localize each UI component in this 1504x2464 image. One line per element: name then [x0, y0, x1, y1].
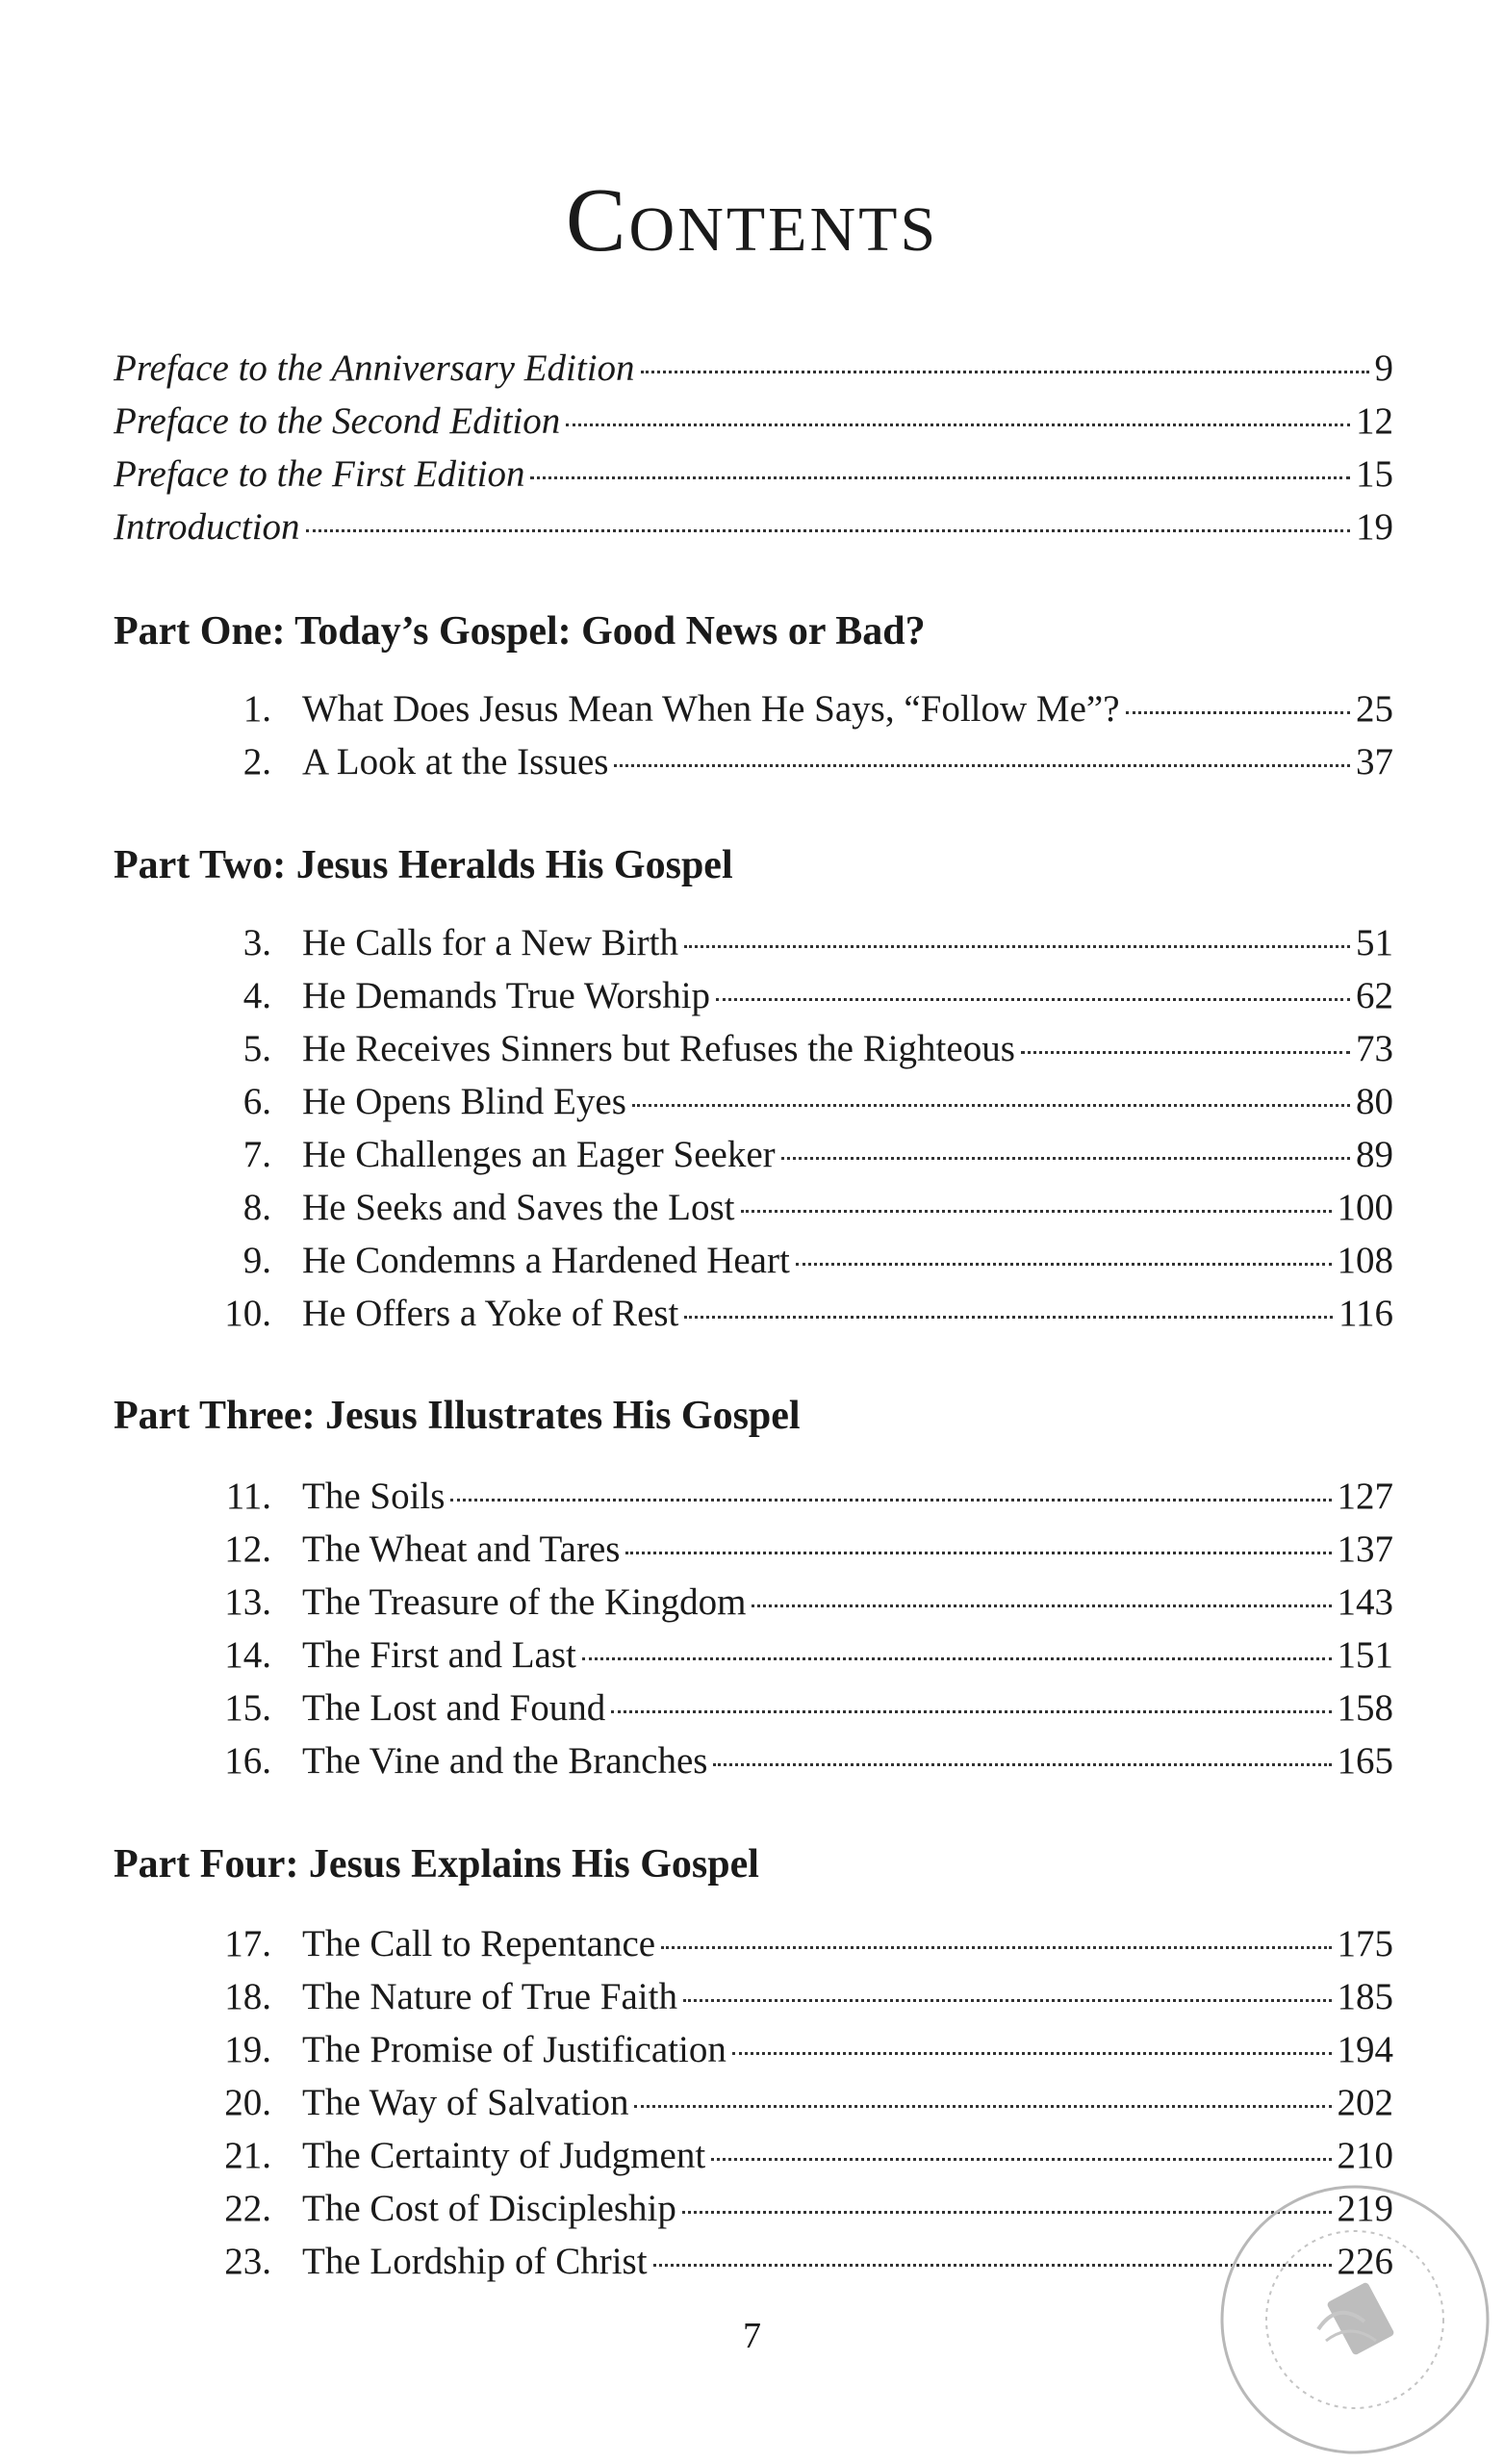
dot-leader [1126, 711, 1350, 714]
entry-page: 158 [1337, 1687, 1393, 1729]
toc-entry-chapter-9 [183, 1237, 1393, 1285]
entry-page: 194 [1337, 2029, 1393, 2070]
toc-entry-chapter-2 [183, 738, 1393, 786]
entry-page: 51 [1356, 922, 1393, 963]
chapter-number: 3. [242, 922, 271, 963]
entry-label: A Look at the Issues [302, 741, 609, 783]
toc-entry-chapter-11 [183, 1473, 1393, 1521]
chapter-number: 11. [225, 1476, 271, 1517]
entry-page: 80 [1356, 1081, 1393, 1122]
chapter-number: 13. [224, 1581, 271, 1623]
entry-label: He Demands True Worship [302, 975, 711, 1016]
chapter-number: 18. [224, 1976, 271, 2017]
entry-page: 62 [1356, 975, 1393, 1016]
page-number: 7 [743, 2316, 761, 2356]
entry-label: The Certainty of Judgment [302, 2135, 706, 2176]
entry-page: 143 [1337, 1581, 1393, 1623]
entry-page: 127 [1337, 1476, 1393, 1517]
dot-leader [716, 998, 1350, 1001]
toc-entry-chapter-21 [183, 2132, 1393, 2180]
toc-entry-chapter-8 [183, 1184, 1393, 1232]
entry-label: He Opens Blind Eyes [302, 1081, 626, 1122]
dot-leader [582, 1657, 1332, 1660]
entry-page: 202 [1337, 2082, 1393, 2123]
toc-entry-chapter-7 [183, 1131, 1393, 1179]
chapter-number: 8. [242, 1187, 271, 1228]
toc-entry-chapter-6 [183, 1078, 1393, 1126]
entry-page: 73 [1356, 1028, 1393, 1069]
entry-page: 219 [1337, 2188, 1393, 2229]
dot-leader [713, 1763, 1331, 1766]
entry-page: 25 [1356, 688, 1393, 730]
chapter-number: 17. [224, 1923, 271, 1964]
entry-page: 185 [1337, 1976, 1393, 2017]
watermark-stamp-icon [1211, 2175, 1499, 2464]
entry-label: Introduction [114, 506, 300, 548]
entry-label: The Lost and Found [302, 1687, 606, 1729]
entry-label: The Soils [302, 1476, 446, 1517]
chapter-number: 6. [242, 1081, 271, 1122]
dot-leader [566, 424, 1350, 426]
entry-label: The Cost of Discipleship [302, 2188, 676, 2229]
dot-leader [530, 476, 1350, 479]
entry-label: He Receives Sinners but Refuses the Righteous [302, 1028, 1015, 1069]
dot-leader [781, 1157, 1350, 1160]
toc-entry-preface-first [114, 450, 1393, 499]
part-heading-four: Part Four: Jesus Explains His Gospel [114, 1842, 759, 1886]
toc-entry-chapter-17 [183, 1920, 1393, 1968]
toc-entry-chapter-19 [183, 2026, 1393, 2074]
dot-leader [711, 2158, 1331, 2161]
entry-label: He Offers a Yoke of Rest [302, 1293, 679, 1334]
entry-label: The Way of Salvation [302, 2082, 629, 2123]
toc-entry-chapter-4 [183, 972, 1393, 1020]
chapter-number: 12. [224, 1528, 271, 1570]
entry-page: 19 [1356, 506, 1393, 548]
page-title: Contents [565, 170, 939, 270]
part-heading-two: Part Two: Jesus Heralds His Gospel [114, 843, 733, 887]
toc-entry-chapter-15 [183, 1684, 1393, 1732]
toc-entry-chapter-13 [183, 1578, 1393, 1627]
chapter-number: 16. [224, 1740, 271, 1782]
chapter-number: 19. [224, 2029, 271, 2070]
chapter-number: 2. [242, 741, 271, 783]
entry-page: 175 [1337, 1923, 1393, 1964]
chapter-number: 23. [224, 2241, 271, 2282]
entry-label: The Promise of Justification [302, 2029, 727, 2070]
chapter-number: 15. [224, 1687, 271, 1729]
dot-leader [611, 1710, 1331, 1713]
dot-leader [752, 1604, 1331, 1607]
dot-leader [641, 371, 1369, 373]
toc-entry-preface-anniversary [114, 345, 1393, 393]
part-heading-three: Part Three: Jesus Illustrates His Gospel [114, 1394, 801, 1438]
entry-page: 89 [1356, 1134, 1393, 1175]
entry-label: He Calls for a New Birth [302, 922, 678, 963]
toc-entry-chapter-3 [183, 919, 1393, 967]
entry-page: 15 [1356, 453, 1393, 495]
entry-page: 210 [1337, 2135, 1393, 2176]
entry-page: 165 [1337, 1740, 1393, 1782]
dot-leader [741, 1210, 1332, 1213]
chapter-number: 14. [224, 1634, 271, 1676]
toc-entry-chapter-18 [183, 1973, 1393, 2021]
entry-page: 116 [1338, 1293, 1393, 1334]
dot-leader [632, 1104, 1350, 1107]
chapter-number: 22. [224, 2188, 271, 2229]
toc-entry-chapter-1 [183, 685, 1393, 733]
part-heading-one: Part One: Today’s Gospel: Good News or Bad? [114, 609, 926, 654]
dot-leader [625, 1552, 1331, 1554]
dot-leader [796, 1263, 1332, 1266]
entry-label: The Lordship of Christ [302, 2241, 648, 2282]
entry-page: 226 [1337, 2241, 1393, 2282]
entry-label: He Condemns a Hardened Heart [302, 1240, 790, 1281]
entry-label: Preface to the First Edition [114, 453, 525, 495]
dot-leader [634, 2105, 1331, 2108]
toc-entry-introduction [114, 503, 1393, 552]
chapter-number: 10. [224, 1293, 271, 1334]
dot-leader [732, 2052, 1332, 2055]
dot-leader [683, 1999, 1332, 2002]
entry-label: The Treasure of the Kingdom [302, 1581, 747, 1623]
entry-label: He Seeks and Saves the Lost [302, 1187, 735, 1228]
toc-entry-chapter-16 [183, 1737, 1393, 1785]
entry-label: The Wheat and Tares [302, 1528, 621, 1570]
chapter-number: 9. [242, 1240, 271, 1281]
dot-leader [1021, 1051, 1350, 1054]
dot-leader [661, 1946, 1331, 1949]
chapter-number: 5. [242, 1028, 271, 1069]
toc-entry-chapter-14 [183, 1631, 1393, 1680]
toc-entry-chapter-12 [183, 1526, 1393, 1574]
entry-label: The Vine and the Branches [302, 1740, 708, 1782]
dot-leader [684, 1316, 1333, 1319]
entry-page: 37 [1356, 741, 1393, 783]
toc-entry-chapter-5 [183, 1025, 1393, 1073]
entry-page: 108 [1337, 1240, 1393, 1281]
chapter-number: 20. [224, 2082, 271, 2123]
entry-label: What Does Jesus Mean When He Says, “Follow Me”? [302, 688, 1120, 730]
entry-label: The Call to Repentance [302, 1923, 656, 1964]
entry-label: He Challenges an Eager Seeker [302, 1134, 776, 1175]
chapter-number: 21. [224, 2135, 271, 2176]
toc-entry-chapter-10 [183, 1290, 1393, 1338]
toc-entry-preface-second [114, 398, 1393, 446]
entry-page: 9 [1374, 347, 1393, 389]
dot-leader [614, 764, 1350, 767]
dot-leader [306, 529, 1350, 532]
entry-label: Preface to the Second Edition [114, 400, 561, 442]
toc-entry-chapter-20 [183, 2079, 1393, 2127]
dot-leader [684, 945, 1350, 948]
entry-page: 12 [1356, 400, 1393, 442]
chapter-number: 4. [242, 975, 271, 1016]
entry-page: 100 [1337, 1187, 1393, 1228]
entry-page: 151 [1337, 1634, 1393, 1676]
entry-page: 137 [1337, 1528, 1393, 1570]
entry-label: The Nature of True Faith [302, 1976, 677, 2017]
chapter-number: 1. [242, 688, 271, 730]
chapter-number: 7. [242, 1134, 271, 1175]
entry-label: The First and Last [302, 1634, 576, 1676]
entry-label: Preface to the Anniversary Edition [114, 347, 635, 389]
dot-leader [450, 1499, 1331, 1502]
